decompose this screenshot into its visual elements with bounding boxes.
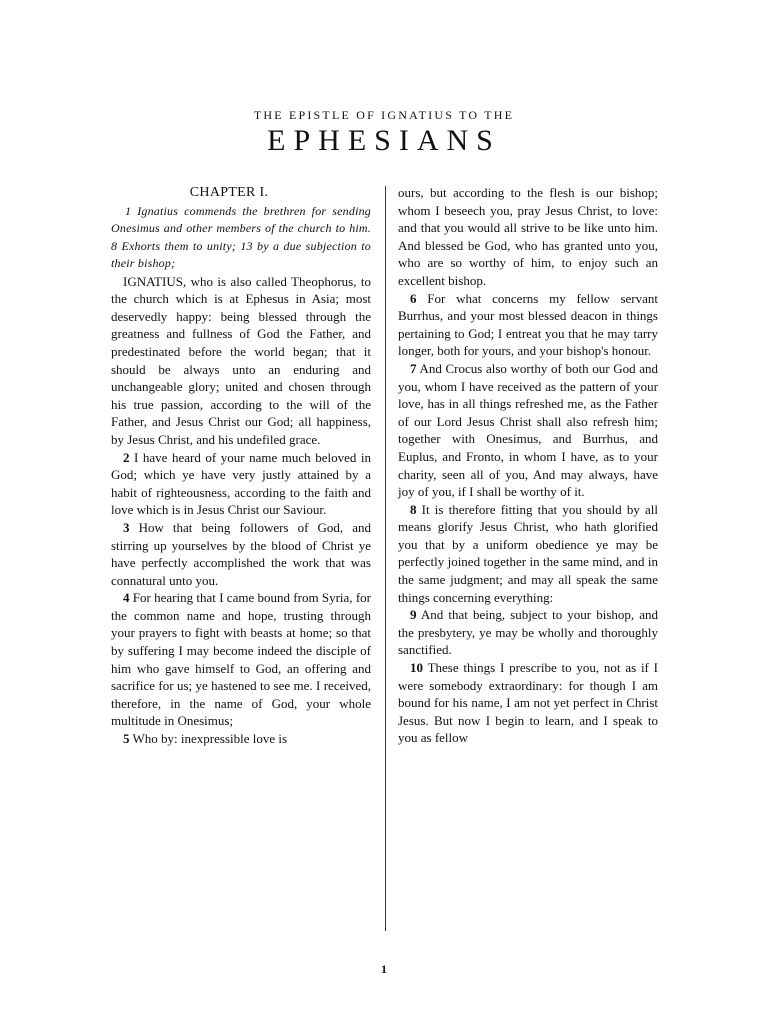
verse: [111, 589, 371, 730]
verse-number: 9: [410, 607, 417, 623]
verse: [111, 519, 371, 589]
verse: [398, 501, 658, 607]
chapter-summary: 1 Ignatius commends the brethren for sending Onesimus and other members of the church to him. 8 Exhorts them to unity; 13 by a due subjection to their bishop;: [111, 203, 371, 271]
verse-number: 4: [123, 590, 130, 606]
verse-number: 7: [410, 360, 417, 376]
verse-number: 5: [123, 731, 130, 747]
epistle-subtitle: THE EPISTLE OF IGNATIUS TO THE: [253, 108, 515, 122]
continued-paragraph: ours, but according to the flesh is our bishop; whom I beseech you, pray Jesus Christ, to love: and that you would all strive to be like unto him. And blessed be God, who has granted unto you, who are so worthy of him, to enjoy such an excellent bishop.: [398, 185, 658, 288]
epistle-title: EPHESIANS: [267, 124, 501, 157]
verse-text: For hearing that I came bound from Syria, for the common name and hope, trusting through your prayers to fight with beasts at home; so that by suffering I may become indeed the disciple of him who gave himself to God, an offering and sacrifice for us; ye hastened to see me. I received, therefore, in the name of God, your whole multitude in Onesimus;: [111, 590, 372, 729]
verse-number: 2: [123, 449, 130, 465]
verse: [398, 659, 658, 747]
verse-text: And that being, subject to your bishop, and the presbytery, ye may be wholly and thoroughly sanctified.: [398, 607, 658, 658]
verse-number: 8: [410, 501, 417, 517]
column-divider: [385, 186, 386, 931]
opening-paragraph: IGNATIUS, who is also called Theophorus, to the church which is at Ephesus in Asia; most deservedly happy: being blessed through the greatness and fullness of God the Father, and predestinated before the world began; that it should be always unto an enduring and unchangeable glory; united and chosen through his true passion, according to the will of the Father, and Jesus Christ our God; all happiness, by Jesus Christ, and his undefiled grace.: [111, 273, 371, 447]
verse-text: I have heard of your name much beloved in God; which ye have very justly attained by a habit of righteousness, according to the faith and love which is in Jesus Christ our Saviour.: [111, 449, 372, 518]
verse-text: Who by: inexpressible love is: [132, 731, 288, 747]
verse-number: 6: [410, 290, 417, 306]
verse-text: It is therefore fitting that you should by all means glorify Jesus Christ, who hath glorified you that by a uniform obedience ye may be perfectly joined together in the same mind, and in the same judgment; and may all speak the same things concerning everything:: [398, 501, 658, 605]
verse-number: 10: [410, 660, 423, 676]
verse-text: How that being followers of God, and stirring up yourselves by the blood of Christ ye have perfectly accomplished the work that was connatural unto you.: [111, 519, 371, 588]
verse-text: For what concerns my fellow servant Burrhus, and your most blessed deacon in things pertaining to God; I entreat you that he may tarry longer, both for yours, and your bishop's honour.: [398, 290, 659, 359]
verse-number: 3: [123, 519, 130, 535]
verse-text: These things I prescribe to you, not as if I were somebody extraordinary: for though I am bound for his name, I am not yet perfect in Christ Jesus. But now I begin to learn, and I speak to you as fellow: [398, 660, 658, 746]
verse: [111, 449, 371, 519]
verse: [398, 360, 658, 501]
verse-text: And Crocus also worthy of both our God and you, whom I have received as the pattern of your love, has in all things refreshed me, as the Father of our Lord Jesus Christ shall also refresh him; together with Onesimus, and Burrhus, and Euplus, and Fronto, in whom I have, as to your charity, seen all of you, And may always, have joy of you, if I shall be worthy of it.: [398, 360, 658, 500]
verse: [398, 290, 658, 360]
verse: [111, 730, 371, 748]
right-column: [398, 184, 658, 747]
chapter-heading: CHAPTER I.: [189, 185, 269, 200]
left-column: [111, 184, 371, 748]
verse: [398, 606, 658, 659]
page-number: 1: [381, 962, 387, 976]
